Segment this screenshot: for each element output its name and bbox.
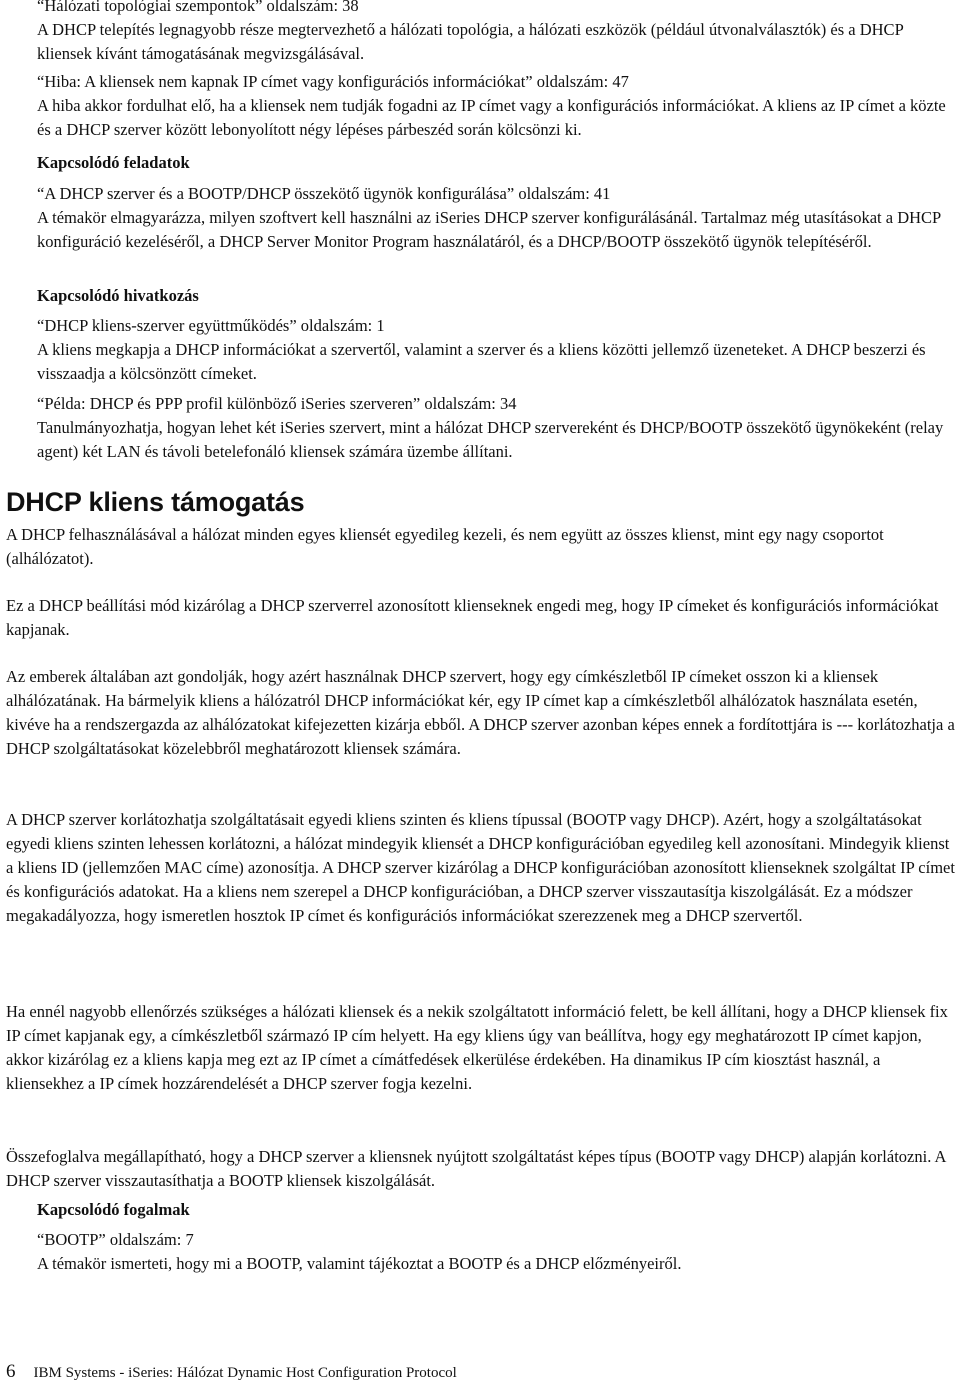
link-topology[interactable]: “Hálózati topológiai szempontok” oldalszám: 38 [37,0,359,15]
link-description: A témakör ismerteti, hogy mi a BOOTP, valamint tájékoztat a BOOTP és a DHCP előzményeiről. [37,1254,682,1273]
link-entry [37,314,957,386]
link-description: A témakör elmagyarázza, milyen szoftvert kell használni az iSeries DHCP szerver konfigurálásánál. Tartalmaz még utasításokat a DHCP konfiguráció kezeléséről, a DHCP Server Monitor Program használatáról, és a DHCP/BOOTP összekötő ügynök telepítéséről. [37,208,941,251]
link-configure-dhcp[interactable]: “A DHCP szerver és a BOOTP/DHCP összekötő ügynök konfigurálása” oldalszám: 41 [37,184,611,203]
link-entry [37,182,957,254]
link-description: A DHCP telepítés legnagyobb része megtervezhető a hálózati topológia, a hálózati eszközök (például útvonalválasztók) és a DHCP kliensek kívánt támogatásának megvizsgálásával. [37,20,904,63]
link-troubleshooting[interactable]: “Hiba: A kliensek nem kapnak IP címet vagy konfigurációs információkat” oldalszám: 47 [37,72,629,91]
related-tasks-heading: Kapcsolódó feladatok [37,153,190,172]
paragraph: Az emberek általában azt gondolják, hogy azért használnak DHCP szervert, hogy egy címkészletből IP címeket osszon ki a kliensek alhálózatának. Ha bármelyik kliens a hálózatról DHCP információkat kér, egy IP címet kap a címkészletből alhálózatok használata esetén, kivéve ha a rendszergazda az alhálózatokat kifejezetten kizárja ebből. A DHCP szerver azonban képes ennek a fordítottjára is --- korlátozhatja a DHCP szolgáltatásokat közelebbről meghatározott kliensek számára. [6,667,955,758]
footer-title: IBM Systems - iSeries: Hálózat Dynamic Host Configuration Protocol [33,1365,457,1381]
related-concepts-section [37,1198,957,1222]
paragraph: A DHCP szerver korlátozhatja szolgáltatásait egyedi kliens szinten és kliens típussal (BOOTP vagy DHCP). Azért, hogy a szolgáltatásokat egyedi kliens szinten lehessen korlátozni, a hálózat mindegyik kliensét a DHCP konfigurációban egyedileg kell azonosítani. Mindegyik klienst a kliens ID (jellemzően MAC címe) azonosítja. A DHCP szerver kizárólag a DHCP konfigurációban azonosított klienseknek szolgáltat IP címet és konfigurációs adatokat. Ha a kliens nem szerepel a DHCP konfigurációban, a DHCP szerver visszautasítja kiszolgálását. Ez a módszer megakadályozza, hogy ismeretlen hosztok IP címet és konfigurációs információkat szerezzenek meg a DHCP szervertől. [6,810,955,925]
link-description: A hiba akkor fordulhat elő, ha a kliensek nem tudják fogadni az IP címet vagy a konfigurációs információkat. A kliens az IP címet a közte és a DHCP szerver között lebonyolított négy lépéses párbeszéd során kölcsönzi ki. [37,96,946,139]
link-entry [37,1228,957,1276]
link-entry [37,0,957,66]
paragraph: Ez a DHCP beállítási mód kizárólag a DHCP szerverrel azonosított klienseknek engedi meg, hogy IP címeket és konfigurációs információkat kapjanak. [6,596,939,639]
paragraph: A DHCP felhasználásával a hálózat minden egyes kliensét egyedileg kezeli, és nem együtt az összes klienst, mint egy nagy csoportot (alhálózatot). [6,525,884,568]
related-reference-heading: Kapcsolódó hivatkozás [37,286,199,305]
related-tasks-section [37,151,957,175]
link-entry [37,392,957,464]
page-footer [6,1362,946,1383]
related-concepts-heading: Kapcsolódó fogalmak [37,1200,190,1219]
paragraph: Ha ennél nagyobb ellenőrzés szükséges a hálózati kliensek és a nekik szolgáltatott információ felett, be kell állítani, hogy a DHCP kliensek fix IP címet kapjanak egy, a címkészletből származó IP cím helyett. Ha egy kliens úgy van beállítva, hogy egy meghatározott IP címet kapjon, akkor kizárólag ez a kliens kapja meg ezt az IP címet a címátfedések elkerülése érdekében. Ha dinamikus IP cím kiosztást használ, a kliensekhez a IP címek hozzárendelését a DHCP szerver fogja kezelni. [6,1002,948,1093]
related-reference-section [37,284,957,308]
link-entry [37,70,957,142]
link-bootp[interactable]: “BOOTP” oldalszám: 7 [37,1230,194,1249]
link-example-ppp[interactable]: “Példa: DHCP és PPP profil különböző iSeries szerveren” oldalszám: 34 [37,394,517,413]
link-description: A kliens megkapja a DHCP információkat a szervertől, valamint a szerver és a kliens közötti jellemző üzeneteket. A DHCP beszerzi és visszaadja a kölcsönzött címeket. [37,340,926,383]
section-title: DHCP kliens támogatás [6,487,305,517]
link-client-server[interactable]: “DHCP kliens-szerver együttműködés” oldalszám: 1 [37,316,385,335]
link-description: Tanulmányozhatja, hogyan lehet két iSeries szervert, mint a hálózat DHCP szervereként és DHCP/BOOTP összekötő ügynökeként (relay agent) két LAN és távoli betelefonáló kliensek számára üzembe állítani. [37,418,944,461]
page-number: 6 [6,1361,16,1382]
paragraph: Összefoglalva megállapítható, hogy a DHCP szerver a kliensnek nyújtott szolgáltatást képes típus (BOOTP vagy DHCP) alapján korlátozni. A DHCP szerver visszautasíthatja a BOOTP kliensek kiszolgálását. [6,1147,946,1190]
section-header [6,486,956,518]
